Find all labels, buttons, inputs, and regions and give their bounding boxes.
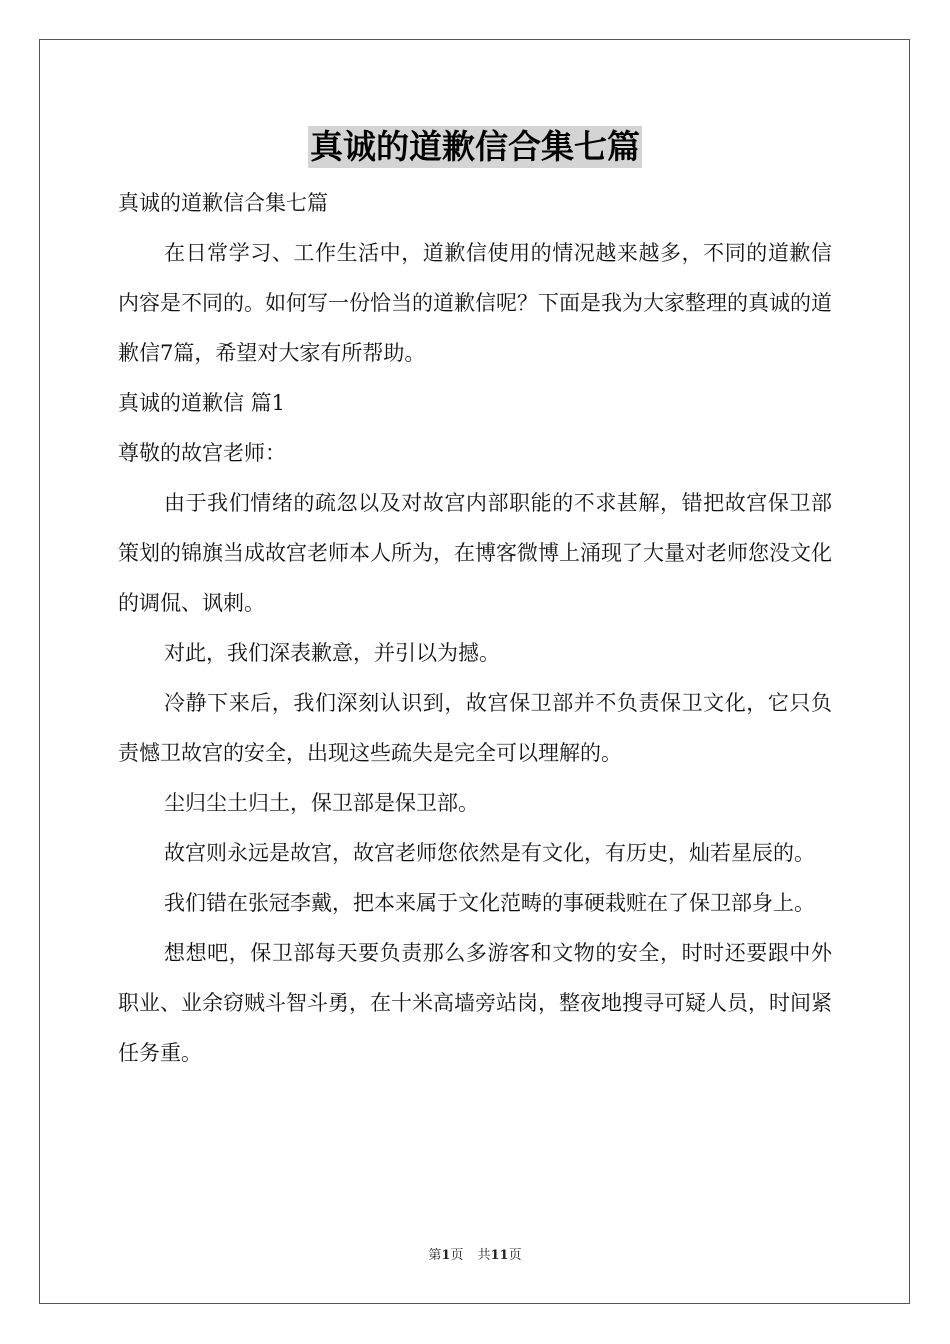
document-body: [118, 178, 832, 1078]
title-container: [0, 126, 950, 168]
salutation: 尊敬的故宫老师：: [118, 441, 286, 465]
body-paragraph: 尘归尘土归土，保卫部是保卫部。: [164, 791, 479, 815]
body-paragraph: 我们错在张冠李戴，把本来属于文化范畴的事硬栽赃在了保卫部身上。: [164, 891, 815, 915]
body-paragraph: 由于我们情绪的疏忽以及对故宫内部职能的不求甚解，错把故宫保卫部策划的锦旗当成故宫老师本人所为，在博客微博上涌现了大量对老师您没文化的调侃、讽刺。: [118, 491, 832, 615]
body-paragraph: 冷静下来后，我们深刻认识到，故宫保卫部并不负责保卫文化，它只负责憾卫故宫的安全，出现这些疏失是完全可以理解的。: [118, 691, 832, 765]
intro-paragraph: 在日常学习、工作生活中，道歉信使用的情况越来越多，不同的道歉信内容是不同的。如何写一份恰当的道歉信呢？下面是我为大家整理的真诚的道歉信7篇，希望对大家有所帮助。: [118, 241, 832, 365]
body-paragraph: 对此，我们深表歉意，并引以为撼。: [164, 641, 500, 665]
page-number: 1: [441, 1248, 451, 1263]
total-prefix: 共: [477, 1248, 491, 1263]
page-prefix: 第: [428, 1248, 442, 1263]
subtitle-paragraph: 真诚的道歉信合集七篇: [118, 191, 328, 215]
total-pages: 11: [490, 1248, 509, 1263]
document-title: 真诚的道歉信合集七篇: [310, 127, 640, 166]
body-paragraph: 故宫则永远是故宫，故宫老师您依然是有文化，有历史，灿若星辰的。: [164, 841, 815, 865]
section-heading: 真诚的道歉信 篇1: [118, 391, 286, 415]
page-suffix: 页: [450, 1248, 464, 1263]
total-suffix: 页: [508, 1248, 522, 1263]
body-paragraph: 想想吧，保卫部每天要负责那么多游客和文物的安全，时时还要跟中外职业、业余窃贼斗智斗勇，在十米高墙旁站岗，整夜地搜寻可疑人员，时间紧任务重。: [118, 941, 832, 1065]
page-footer: [0, 1246, 950, 1266]
